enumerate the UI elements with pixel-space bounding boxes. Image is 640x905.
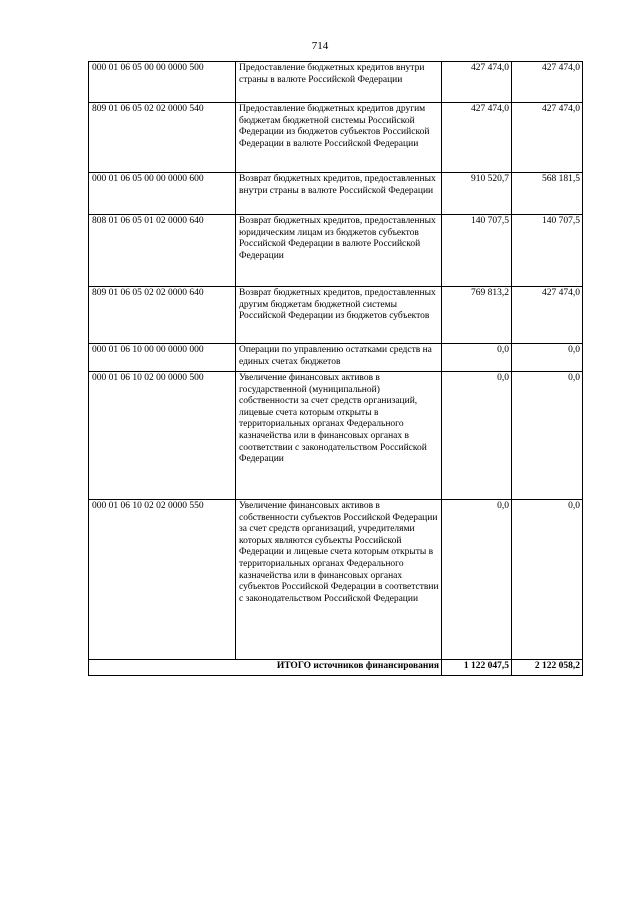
total-row <box>89 660 583 676</box>
row-description: Предоставление бюджетных кредитов внутри страны в валюте Российской Федерации <box>236 62 442 103</box>
total-label: ИТОГО источников финансирования <box>89 660 442 676</box>
table-row <box>89 173 583 215</box>
total-year-2: 2 122 058,2 <box>512 660 583 676</box>
table-row <box>89 215 583 287</box>
row-description: Возврат бюджетных кредитов, предоставленных юридическим лицам из бюджетов субъектов Российской Федерации в валюте Российской Федерации <box>236 215 442 287</box>
budget-code: 808 01 06 05 01 02 0000 640 <box>89 215 236 287</box>
value-year-1: 769 813,2 <box>442 287 512 344</box>
value-year-2: 427 474,0 <box>512 62 583 103</box>
value-year-2: 140 707,5 <box>512 215 583 287</box>
value-year-1: 140 707,5 <box>442 215 512 287</box>
row-description: Увеличение финансовых активов в собственности субъектов Российской Федерации за счет средств организаций, учредителями которых являются субъекты Российской Федерации и лицевые счета которым открыты в территориальных органах Федерального казначейства или в финансовых органах субъектов Российской Федерации в соответствии с законодательством Российской Федерации <box>236 500 442 660</box>
value-year-2: 0,0 <box>512 372 583 500</box>
total-year-1: 1 122 047,5 <box>442 660 512 676</box>
row-description: Предоставление бюджетных кредитов другим бюджетам бюджетной системы Российской Федерации из бюджетов субъектов Российской Федерации в валюте Российской Федерации <box>236 103 442 173</box>
value-year-2: 427 474,0 <box>512 287 583 344</box>
budget-code: 809 01 06 05 02 02 0000 640 <box>89 287 236 344</box>
budget-code: 000 01 06 05 00 00 0000 600 <box>89 173 236 215</box>
table-row <box>89 372 583 500</box>
row-description: Возврат бюджетных кредитов, предоставленных внутри страны в валюте Российской Федерации <box>236 173 442 215</box>
table-row <box>89 103 583 173</box>
table-row <box>89 287 583 344</box>
value-year-1: 0,0 <box>442 500 512 660</box>
value-year-1: 910 520,7 <box>442 173 512 215</box>
budget-code: 000 01 06 10 02 00 0000 500 <box>89 372 236 500</box>
financing-sources-table <box>88 61 583 676</box>
table-row <box>89 62 583 103</box>
value-year-1: 427 474,0 <box>442 103 512 173</box>
budget-code: 809 01 06 05 02 02 0000 540 <box>89 103 236 173</box>
budget-code: 000 01 06 05 00 00 0000 500 <box>89 62 236 103</box>
value-year-2: 568 181,5 <box>512 173 583 215</box>
row-description: Увеличение финансовых активов в государственной (муниципальной) собственности за счет средств организаций, лицевые счета которым открыты в территориальных органах Федерального казначейства или в финансовых органах в соответствии с законодательством Российской Федерации <box>236 372 442 500</box>
value-year-2: 427 474,0 <box>512 103 583 173</box>
budget-code: 000 01 06 10 02 02 0000 550 <box>89 500 236 660</box>
row-description: Возврат бюджетных кредитов, предоставленных другим бюджетам бюджетной системы Российской Федерации из бюджетов субъектов <box>236 287 442 344</box>
value-year-1: 427 474,0 <box>442 62 512 103</box>
table-row <box>89 500 583 660</box>
budget-code: 000 01 06 10 00 00 0000 000 <box>89 344 236 372</box>
table-row <box>89 344 583 372</box>
page-number: 714 <box>311 40 329 52</box>
value-year-1: 0,0 <box>442 344 512 372</box>
value-year-2: 0,0 <box>512 344 583 372</box>
row-description: Операции по управлению остатками средств на единых счетах бюджетов <box>236 344 442 372</box>
value-year-2: 0,0 <box>512 500 583 660</box>
value-year-1: 0,0 <box>442 372 512 500</box>
